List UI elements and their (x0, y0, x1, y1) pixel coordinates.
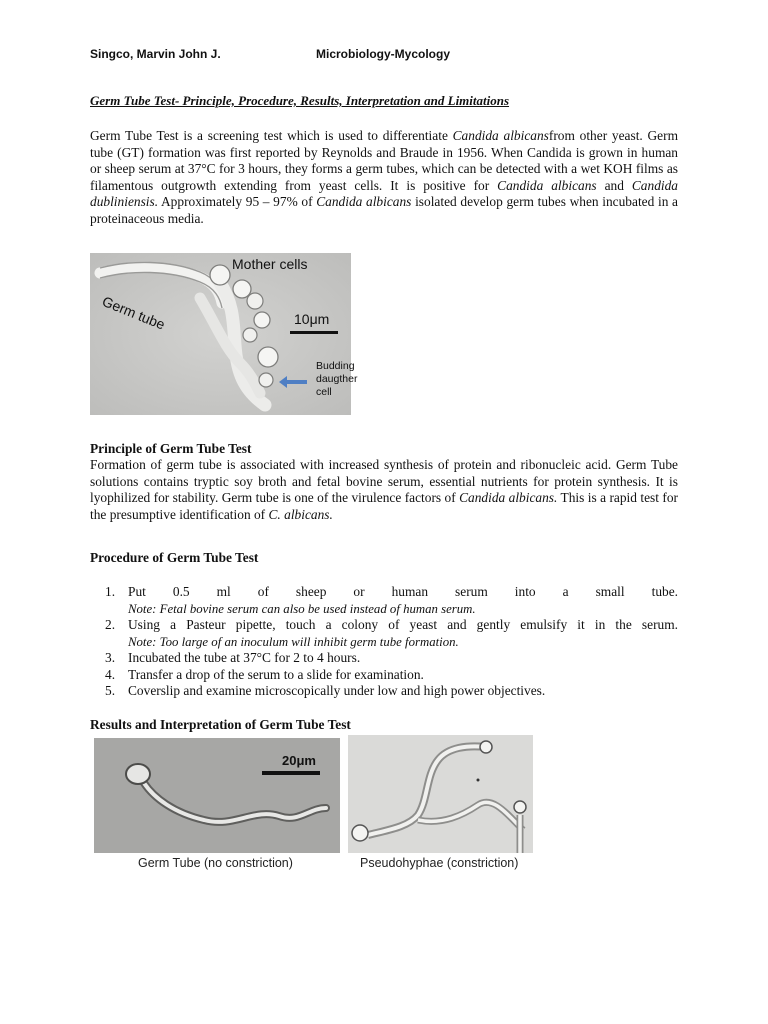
germ-tube-micrograph (90, 253, 358, 415)
procedure-step: 3. Incubated the tube at 37°C for 2 to 4 hours. (105, 650, 361, 665)
pseudohyphae-drawing (348, 735, 533, 853)
label-budding-cell: Budding daugther cell (316, 360, 358, 398)
procedure-step: 1. Put 0.5 ml of sheep or human serum into a small tube. Note: Fetal bovine serum can also be used instead of human serum. (105, 584, 678, 616)
document-title: Germ Tube Test- Principle, Procedure, Results, Interpretation and Limitations (90, 93, 510, 108)
caption-germ-tube: Germ Tube (no constriction) (138, 856, 293, 870)
author-name: Singco, Marvin John J. (90, 47, 221, 61)
procedure-step: 5. Coverslip and examine microscopically under low and high power objectives. (105, 683, 546, 698)
procedure-note: Note: Too large of an inoculum will inhibit germ tube formation. (128, 634, 459, 649)
procedure-step: 2. Using a Pasteur pipette, touch a colony of yeast and gently emulsify it in the serum. Note: Too large of an inoculum will inhibit germ tube formation. (105, 617, 678, 649)
germ-tube-image (94, 738, 340, 853)
micrograph-drawing (90, 253, 351, 415)
course-subject: Microbiology-Mycology (316, 47, 451, 61)
intro-paragraph: Germ Tube Test is a screening test which is used to differentiate Candida albicansfrom other yeast. Germ tube (GT) formation was first reported by Reynolds and Braude in 1956. When Candida is grown in human or sheep serum at 37°C for 3 hours, they forms a germ tubes, which can be detected with a wet KOH films as filamentous outgrowth extending from yeast cells. It is positive for Candida albicans and Candida dubliniensis. Approximately 95 – 97% of Candida albicans isolated develop germ tubes when incubated in a proteinaceous media. (90, 128, 679, 226)
procedure-heading: Procedure of Germ Tube Test (90, 550, 259, 565)
scale-bar (290, 331, 338, 334)
label-germ-tube: Germ tube (100, 293, 168, 333)
procedure-steps (105, 584, 678, 700)
procedure-step: 4. Transfer a drop of the serum to a slide for examination. (105, 666, 424, 682)
principle-heading: Principle of Germ Tube Test (90, 441, 252, 456)
caption-pseudohyphae: Pseudohyphae (constriction) (360, 856, 519, 870)
label-mother-cells: Mother cells (232, 256, 308, 272)
scale-bar (262, 771, 320, 775)
pseudohyphae-image (348, 735, 533, 853)
label-scale-20um: 20μm (282, 753, 316, 768)
procedure-note: Note: Fetal bovine serum can also be used instead of human serum. (128, 601, 476, 616)
principle-paragraph: Formation of germ tube is associated with increased synthesis of protein and ribonucleic acid. Germ Tube solutions contains tryptic soy broth and fetal bovine serum, essential nutrients for protein synthesis. It is lyophilized for stability. Germ tube is one of the virulence factors of Candida albicans. This is a rapid test for the presumptive identification of C. albicans. (90, 457, 678, 522)
label-scale-10um: 10μm (294, 311, 330, 327)
results-heading: Results and Interpretation of Germ Tube Test (90, 717, 351, 732)
